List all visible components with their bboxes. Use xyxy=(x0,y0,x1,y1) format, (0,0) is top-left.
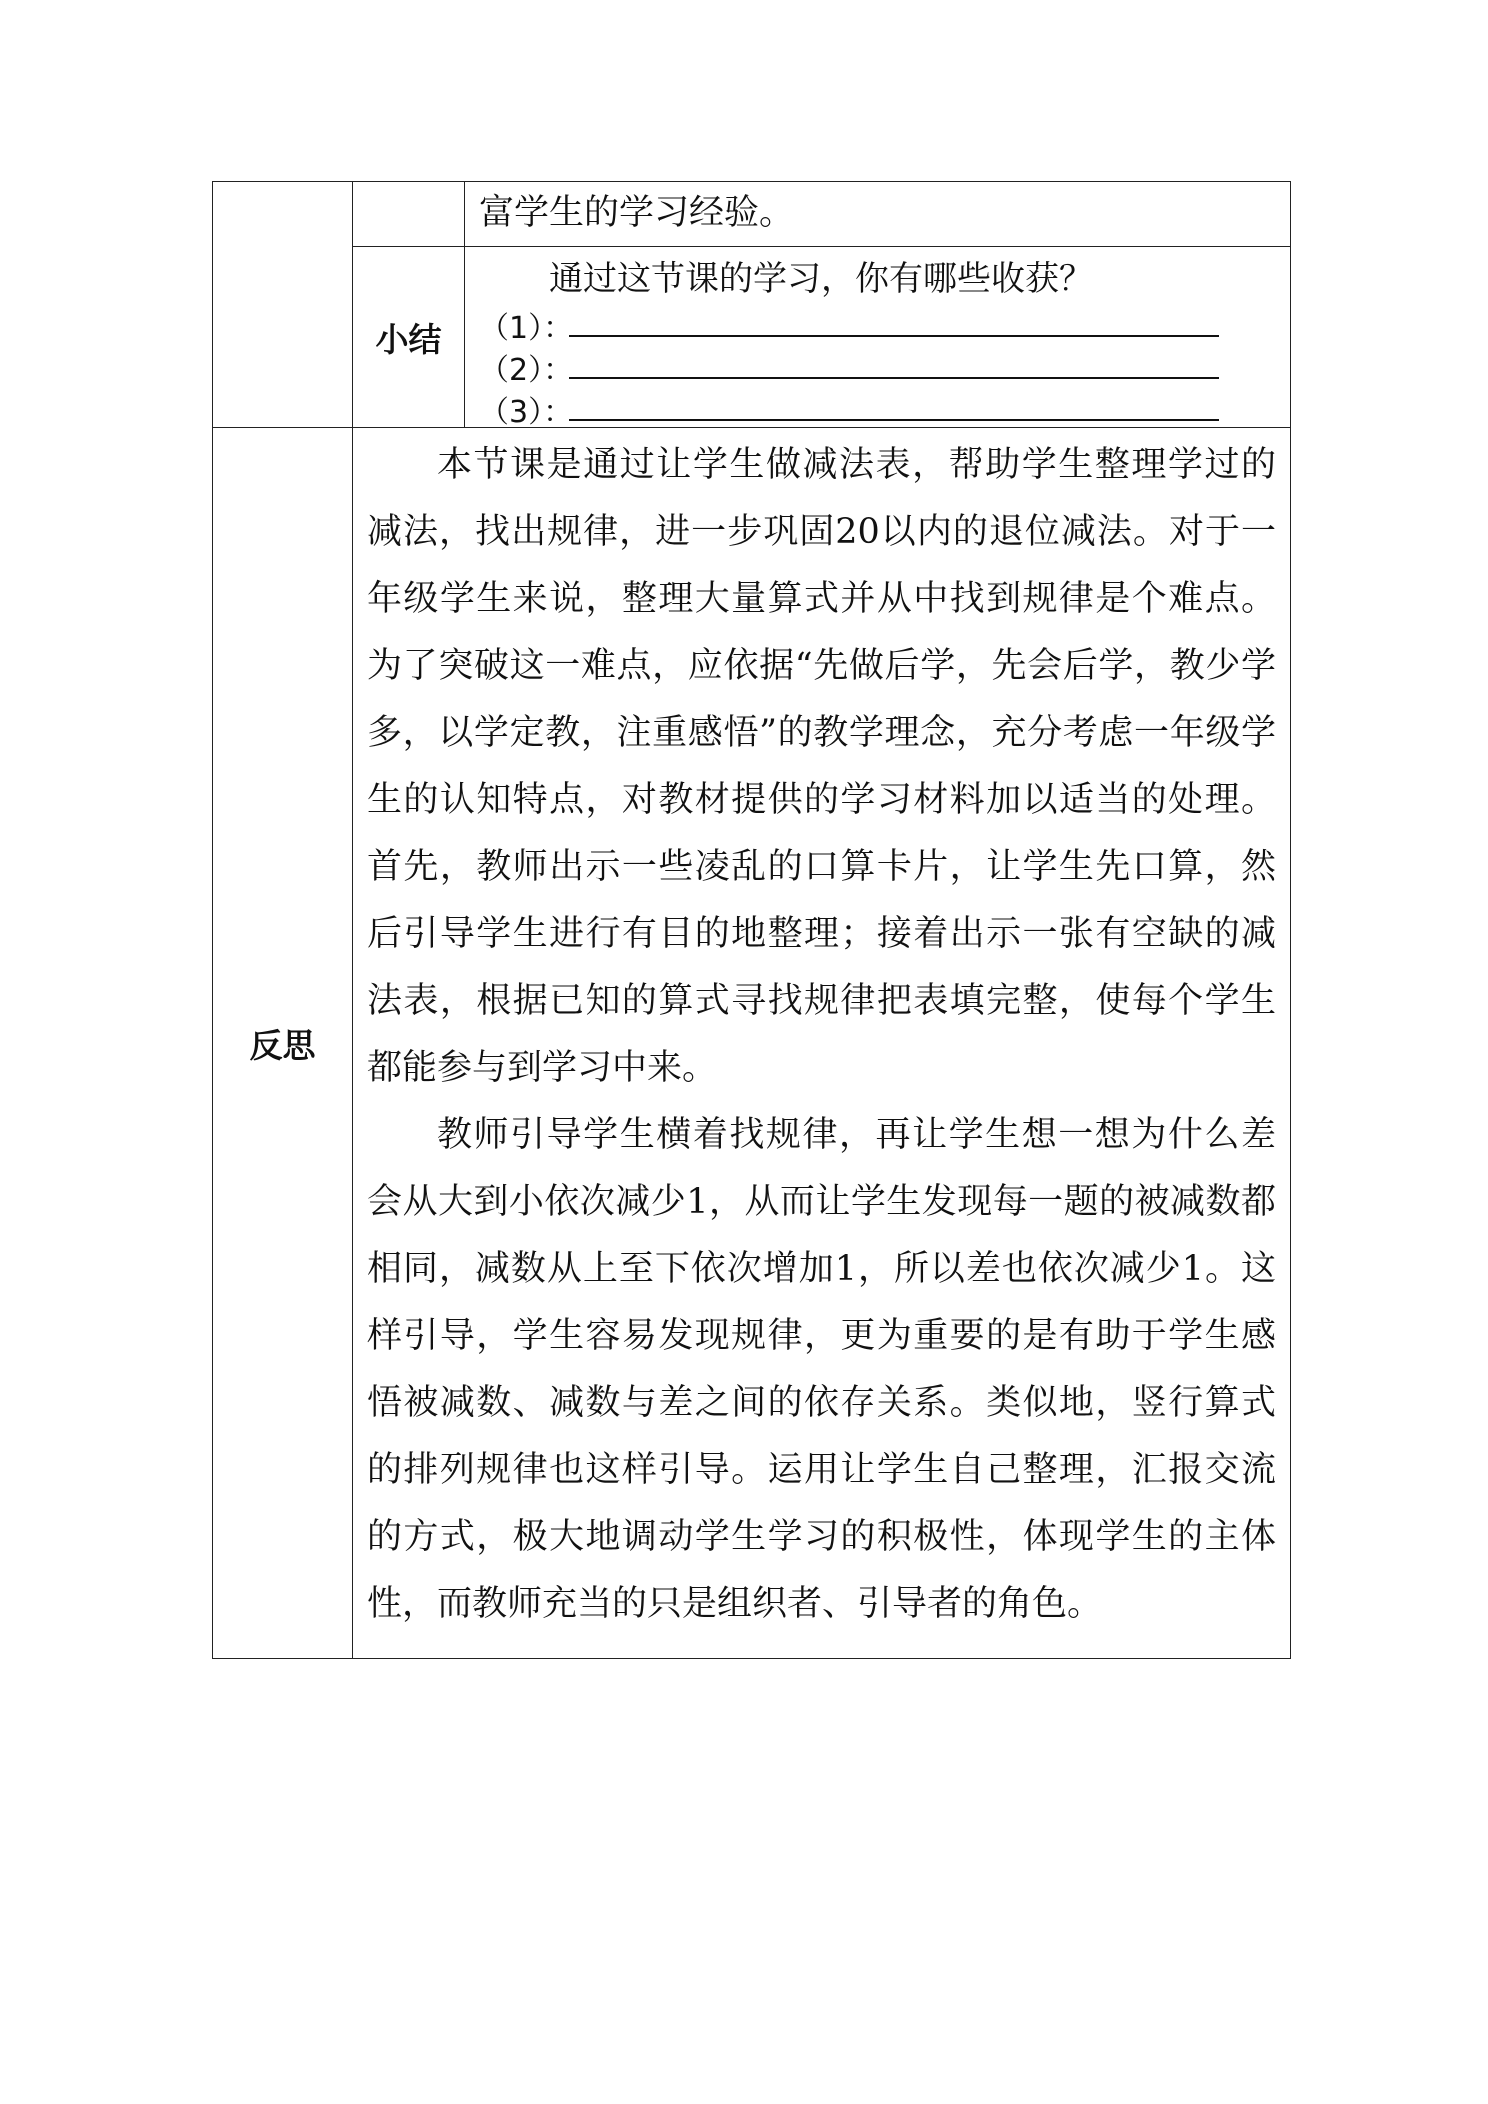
summary-row xyxy=(213,247,1291,428)
answer-blank-3[interactable] xyxy=(479,389,1276,431)
answer-blank-label: （2）： xyxy=(479,353,574,388)
answer-underline xyxy=(569,334,1219,337)
answer-underline xyxy=(569,376,1219,379)
lesson-plan-table xyxy=(212,181,1291,1659)
answer-blank-2[interactable] xyxy=(479,347,1276,389)
reflection-label: 反思 xyxy=(213,428,353,1659)
summary-question: 通过这节课的学习，你有哪些收获？ xyxy=(549,259,1093,299)
document-sheet xyxy=(212,181,1290,1668)
answer-blank-1[interactable] xyxy=(479,305,1276,347)
continued-row xyxy=(213,182,1291,247)
reflection-paragraph-1: 本节课是通过让学生做减法表，帮助学生整理学过的减法，找出规律，进一步巩固20以内的退位减法。对于一年级学生来说，整理大量算式并从中找到规律是个难点。为了突破这一难点，应依据“先做后学，先会后学，教少学多，以学定教，注重感悟”的教学理念，充分考虑一年级学生的认知特点，对教材提供的学习材料加以适当的处理。首先，教师出示一些凌乱的口算卡片，让学生先口算，然后引导学生进行有目的地整理；接着出示一张有空缺的减法表，根据已知的算式寻找规律把表填完整，使每个学生都能参与到学习中来。 xyxy=(367,445,1276,1088)
reflection-row xyxy=(213,428,1291,1659)
reflection-content-cell xyxy=(353,428,1291,1659)
answer-underline xyxy=(569,418,1219,421)
summary-label: 小结 xyxy=(353,247,465,428)
continued-text-cell xyxy=(465,182,1291,247)
empty-label-cell xyxy=(353,182,465,247)
answer-blank-label: （3）： xyxy=(479,395,574,430)
continued-text: 富学生的学习经验。 xyxy=(479,193,795,233)
answer-blank-label: （1）： xyxy=(479,311,574,346)
summary-content-cell xyxy=(465,247,1291,428)
reflection-paragraph-2: 教师引导学生横着找规律，再让学生想一想为什么差会从大到小依次减少1，从而让学生发现每一题的被减数都相同，减数从上至下依次增加1，所以差也依次减少1。这样引导，学生容易发现规律，更为重要的是有助于学生感悟被减数、减数与差之间的依存关系。类似地，竖行算式的排列规律也这样引导。运用让学生自己整理，汇报交流的方式，极大地调动学生学习的积极性，体现学生的主体性，而教师充当的只是组织者、引导者的角色。 xyxy=(367,1115,1276,1624)
empty-section-cell xyxy=(213,182,353,428)
